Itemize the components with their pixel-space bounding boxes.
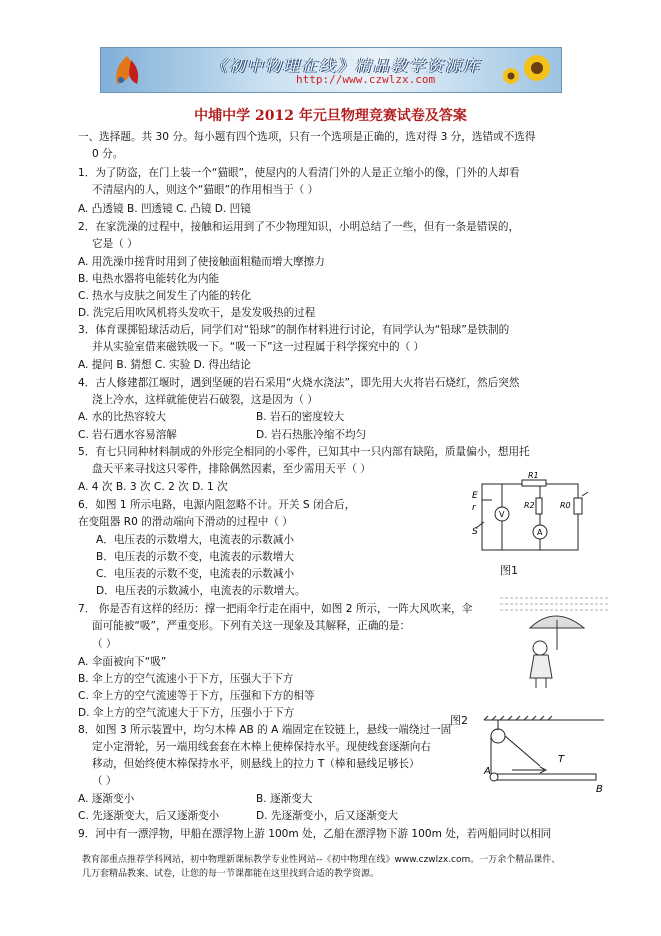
banner-title: 《初中物理在线》精品教学资源库 — [211, 56, 482, 75]
option-a: A. 水的比热容较大 — [78, 411, 166, 423]
text-line: （ ） — [92, 775, 117, 787]
option-a: A．电压表的示数增大，电流表的示数减小 — [96, 534, 294, 546]
question-6: 6．如图 1 所示电路，电源内阻忽略不计。开关 S 闭合后， — [78, 499, 356, 511]
label-R0: R0 — [560, 501, 571, 510]
question-1: 1．为了防盗，在门上装一个“猫眼”，使屋内的人看清门外的人是正立缩小的像，门外的人却看 — [78, 167, 520, 179]
option-b: B. 逐渐变大 — [256, 793, 313, 805]
option-a: A. 伞面被向下“吸” — [78, 656, 167, 668]
label-A: A — [484, 766, 491, 777]
option-b: B. 电热水器将电能转化为内能 — [78, 273, 220, 285]
circuit-diagram — [470, 471, 590, 558]
sunflower-icon — [493, 50, 557, 90]
site-logo-icon — [107, 52, 147, 88]
voltmeter-label: V — [499, 510, 505, 519]
question-1-options: A. 凸透镜 B. 凹透镜 C. 凸镜 D. 凹镜 — [78, 203, 251, 215]
text-line: 在变阻器 R0 的滑动端向下滑动的过程中（ ） — [78, 516, 293, 528]
label-B: B — [596, 784, 603, 795]
question-2: 2．在家洗澡的过程中，接触和运用到了不少物理知识，小明总结了一些，但有一条是错误的， — [78, 221, 520, 233]
question-7: 7． 你是否有这样的经历：撑一把雨伞行走在雨中，如图 2 所示，一阵大风吹来，伞 — [78, 603, 473, 615]
option-d: D. 岩石热胀冷缩不均匀 — [256, 429, 367, 441]
text-line: 移动，但始终使木棒保持水平，则悬线上的拉力 T（棒和悬线足够长） — [92, 758, 420, 770]
option-d: D. 先逐渐变小，后又逐渐变大 — [256, 810, 399, 822]
option-c: C. 岩石遇水容易溶解 — [78, 429, 177, 441]
text-line: 不清屋内的人，则这个“猫眼”的作用相当于（ ） — [92, 184, 319, 196]
text-line: 它是（ ） — [92, 238, 138, 250]
figure-2-caption: 图2 — [450, 714, 468, 727]
text-line: （ ） — [92, 638, 117, 650]
footer-line: 教育部重点推荐学科网站，初中物理新课标教学专业性网站--《初中物理在线》www.czwlzx.com。一万余个精品课件、 — [82, 855, 561, 865]
label-S: S — [472, 527, 478, 537]
text-line: 面可能被“吸”，严重变形。下列有关这一现象及其解释，正确的是： — [92, 620, 411, 632]
option-b: B．电压表的示数不变，电流表的示数增大 — [96, 551, 294, 563]
question-8: 8．如图 3 所示装置中，均匀木棒 AB 的 A 端固定在铰链上，悬线一端绕过一固 — [78, 724, 452, 736]
text-line: 浇上冷水，这样就能使岩石破裂，这是因为（ ） — [92, 394, 318, 406]
label-E: E — [472, 491, 478, 501]
question-5: 5．有七只同种材料制成的外形完全相同的小零件，已知其中一只内部有缺陷，质量偏小，想用托 — [78, 446, 530, 458]
question-3: 3．体育课掷铅球活动后，同学们对“铅球”的制作材料进行讨论，有同学认为“铅球”是铁制的 — [78, 324, 510, 336]
option-a: A. 逐渐变小 — [78, 793, 135, 805]
text-line: 并从实验室借来磁铁吸一下。“吸一下”这一过程属于科学探究中的（ ） — [92, 341, 425, 353]
option-c: C. 先逐渐变大，后又逐渐变小 — [78, 810, 220, 822]
text-line: 盘天平来寻找这只零件，排除偶然因素，至少需用天平（ ） — [92, 463, 371, 475]
question-9: 9．河中有一漂浮物，甲船在漂浮物上游 100m 处，乙船在漂浮物下游 100m 处，若两船同时以相同 — [78, 828, 552, 840]
banner-url[interactable]: http://www.czwlzx.com — [296, 73, 436, 86]
option-d: D. 伞上方的空气流速大于下方，压强小于下方 — [78, 707, 295, 719]
question-5-options: A. 4 次 B. 3 次 C. 2 次 D. 1 次 — [78, 481, 228, 493]
footer-line: 几万套精品教案、试卷，让您的每一节课都能在这里找到合适的教学资源。 — [82, 869, 380, 879]
option-a: A. 用洗澡巾搓背时用到了使接触面粗糙而增大摩擦力 — [78, 256, 325, 268]
option-c: C. 热水与皮肤之间发生了内能的转化 — [78, 290, 252, 302]
header-banner — [100, 47, 562, 93]
text-line: 0 分。 — [92, 148, 124, 160]
label-R2: R2 — [524, 501, 535, 510]
option-d: D. 洗完后用吹风机将头发吹干，是发发吸热的过程 — [78, 307, 316, 319]
option-b: B. 岩石的密度较大 — [256, 411, 345, 423]
option-c: C．电压表的示数不变，电流表的示数减小 — [96, 568, 295, 580]
question-3-options: A. 提问 B. 猜想 C. 实验 D. 得出结论 — [78, 359, 251, 371]
label-r: r — [472, 503, 476, 513]
option-d: D．电压表的示数减小，电流表的示数增大。 — [96, 585, 306, 597]
umbrella-figure — [500, 590, 620, 690]
text-line: 定小定滑轮，另一端用线套套在木棒上使棒保持水平。现使线套逐渐向右 — [92, 741, 431, 753]
ammeter-label: A — [537, 528, 543, 537]
section-heading: 一、选择题。共 30 分。每小题有四个选项，只有一个选项是正确的，选对得 3 分，选错或不选得 — [78, 131, 536, 143]
question-4: 4．古人修建都江堰时，遇到坚硬的岩石采用“火烧水浇法”，即先用大火将岩石烧红，然后突然 — [78, 377, 520, 389]
label-T: T — [558, 754, 565, 765]
option-c: C. 伞上方的空气流速等于下方，压强和下方的相等 — [78, 690, 315, 702]
figure-1-caption: 图1 — [500, 564, 518, 577]
document-title: 中埔中学 2012 年元旦物理竞赛试卷及答案 — [194, 108, 467, 124]
lever-pulley-figure — [484, 716, 604, 798]
option-b: B. 伞上方的空气流速小于下方，压强大于下方 — [78, 673, 294, 685]
label-R1: R1 — [528, 471, 539, 480]
